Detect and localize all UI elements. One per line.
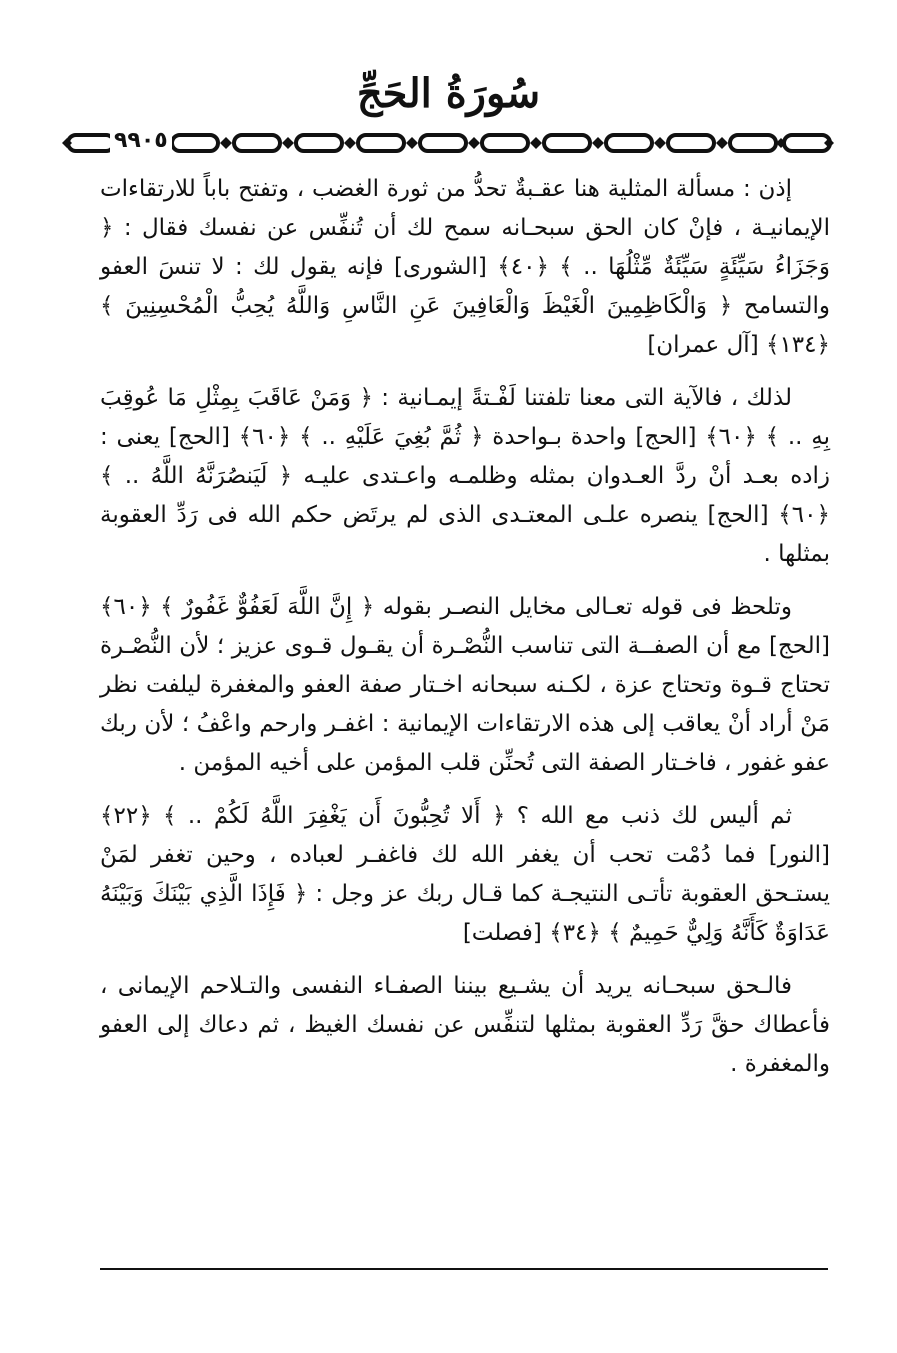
paragraph: لذلك ، فالآية التى معنا تلفتنا لَفْـتةً إيمـانية : ﴿ وَمَنْ عَاقَبَ بِمِثْلِ مَا عُوقِبَ بِهِ .. ﴾ ﴿٦٠﴾ [الحج] واحدة بـواحدة ﴿ ثُمَّ بُغِيَ عَلَيْهِ .. ﴾ ﴿٦٠﴾ [الحج] يعنى : زاده بعـد أنْ ردَّ العـدوان بمثله وظلمـه واعـتدى عليـه ﴿ لَيَنصُرَنَّهُ اللَّهُ .. ﴾ ﴿٦٠﴾ [الحج] ينصره علـى المعتـدى الذى لم يرتَض حكم الله فى رَدِّ العقوبة بمثلها . <box>100 385 830 567</box>
surah-title: سُورَةُ الحَجِّ <box>356 70 541 117</box>
ornamental-border <box>62 126 834 160</box>
paragraph: وتلحظ فى قوله تعـالى مخايل النصـر بقوله ﴿ إِنَّ اللَّهَ لَعَفُوٌّ غَفُورٌ ﴾ ﴿٦٠﴾ [الحج] مع أن الصفــة التى تناسب النُّصْـرة أن يقـول قـوى عزيز ؛ لأن النُّصْـرة تحتاج قـوة وتحتاج عزة ، لكـنه سبحانه اخـتار صفة العفو والمغفرة ليلفت نظر مَنْ أراد أنْ يعاقب إلى هذه الارتقاءات الإيمانية : اغفـر وارحم واعْفُ ؛ لأن ربك عفو غفور ، فاخـتار الصفة التى تُحنِّن قلب المؤمن على أخيه المؤمن . <box>100 594 830 776</box>
paragraph: إذن : مسألة المثلية هنا عقـبةٌ تحدُّ من ثورة الغضب ، وتفتح باباً للارتقاءات الإيمانيـة ، فإنْ كان الحق سبحـانه سمح لك أن تُنفِّس عن نفسك فقال : ﴿ وَجَزَاءُ سَيِّئَةٍ سَيِّئَةٌ مِّثْلُهَا .. ﴾ ﴿٤٠﴾ [الشورى] فإنه يقول لك : لا تنسَ العفو والتسامح ﴿ وَالْكَاظِمِينَ الْغَيْظَ وَالْعَافِينَ عَنِ النَّاسِ وَاللَّهُ يُحِبُّ الْمُحْسِنِينَ ﴾ ﴿١٣٤﴾ [آل عمران] <box>100 176 830 358</box>
page-body <box>100 170 830 1098</box>
paragraph: فالـحق سبحـانه يريد أن يشـيع بيننا الصفـاء النفسى والتـلاحم الإيمانى ، فأعطاك حقَّ رَدِّ العقوبة بمثلها لتنفِّس عن نفسك الغيظ ، ثم دعاك إلى العفو والمغفرة . <box>100 973 830 1077</box>
footer-divider <box>100 1268 828 1270</box>
page-number: ٩٩٠٥ <box>110 128 172 153</box>
paragraph: ثم أليس لك ذنب مع الله ؟ ﴿ أَلا تُحِبُّونَ أَن يَغْفِرَ اللَّهُ لَكُمْ .. ﴾ ﴿٢٢﴾ [النور] فما دُمْت تحب أن يغفر الله لك فاغفـر لعباده ، وحين تغفر لمَنْ يستـحق العقوبة تأتـى النتيجـة كما قـال ربك عز وجل : ﴿ فَإِذَا الَّذِي بَيْنَكَ وَبَيْنَهُ عَدَاوَةٌ كَأَنَّهُ وَلِيٌّ حَمِيمٌ ﴾ ﴿٣٤﴾ [فصلت] <box>100 803 830 946</box>
